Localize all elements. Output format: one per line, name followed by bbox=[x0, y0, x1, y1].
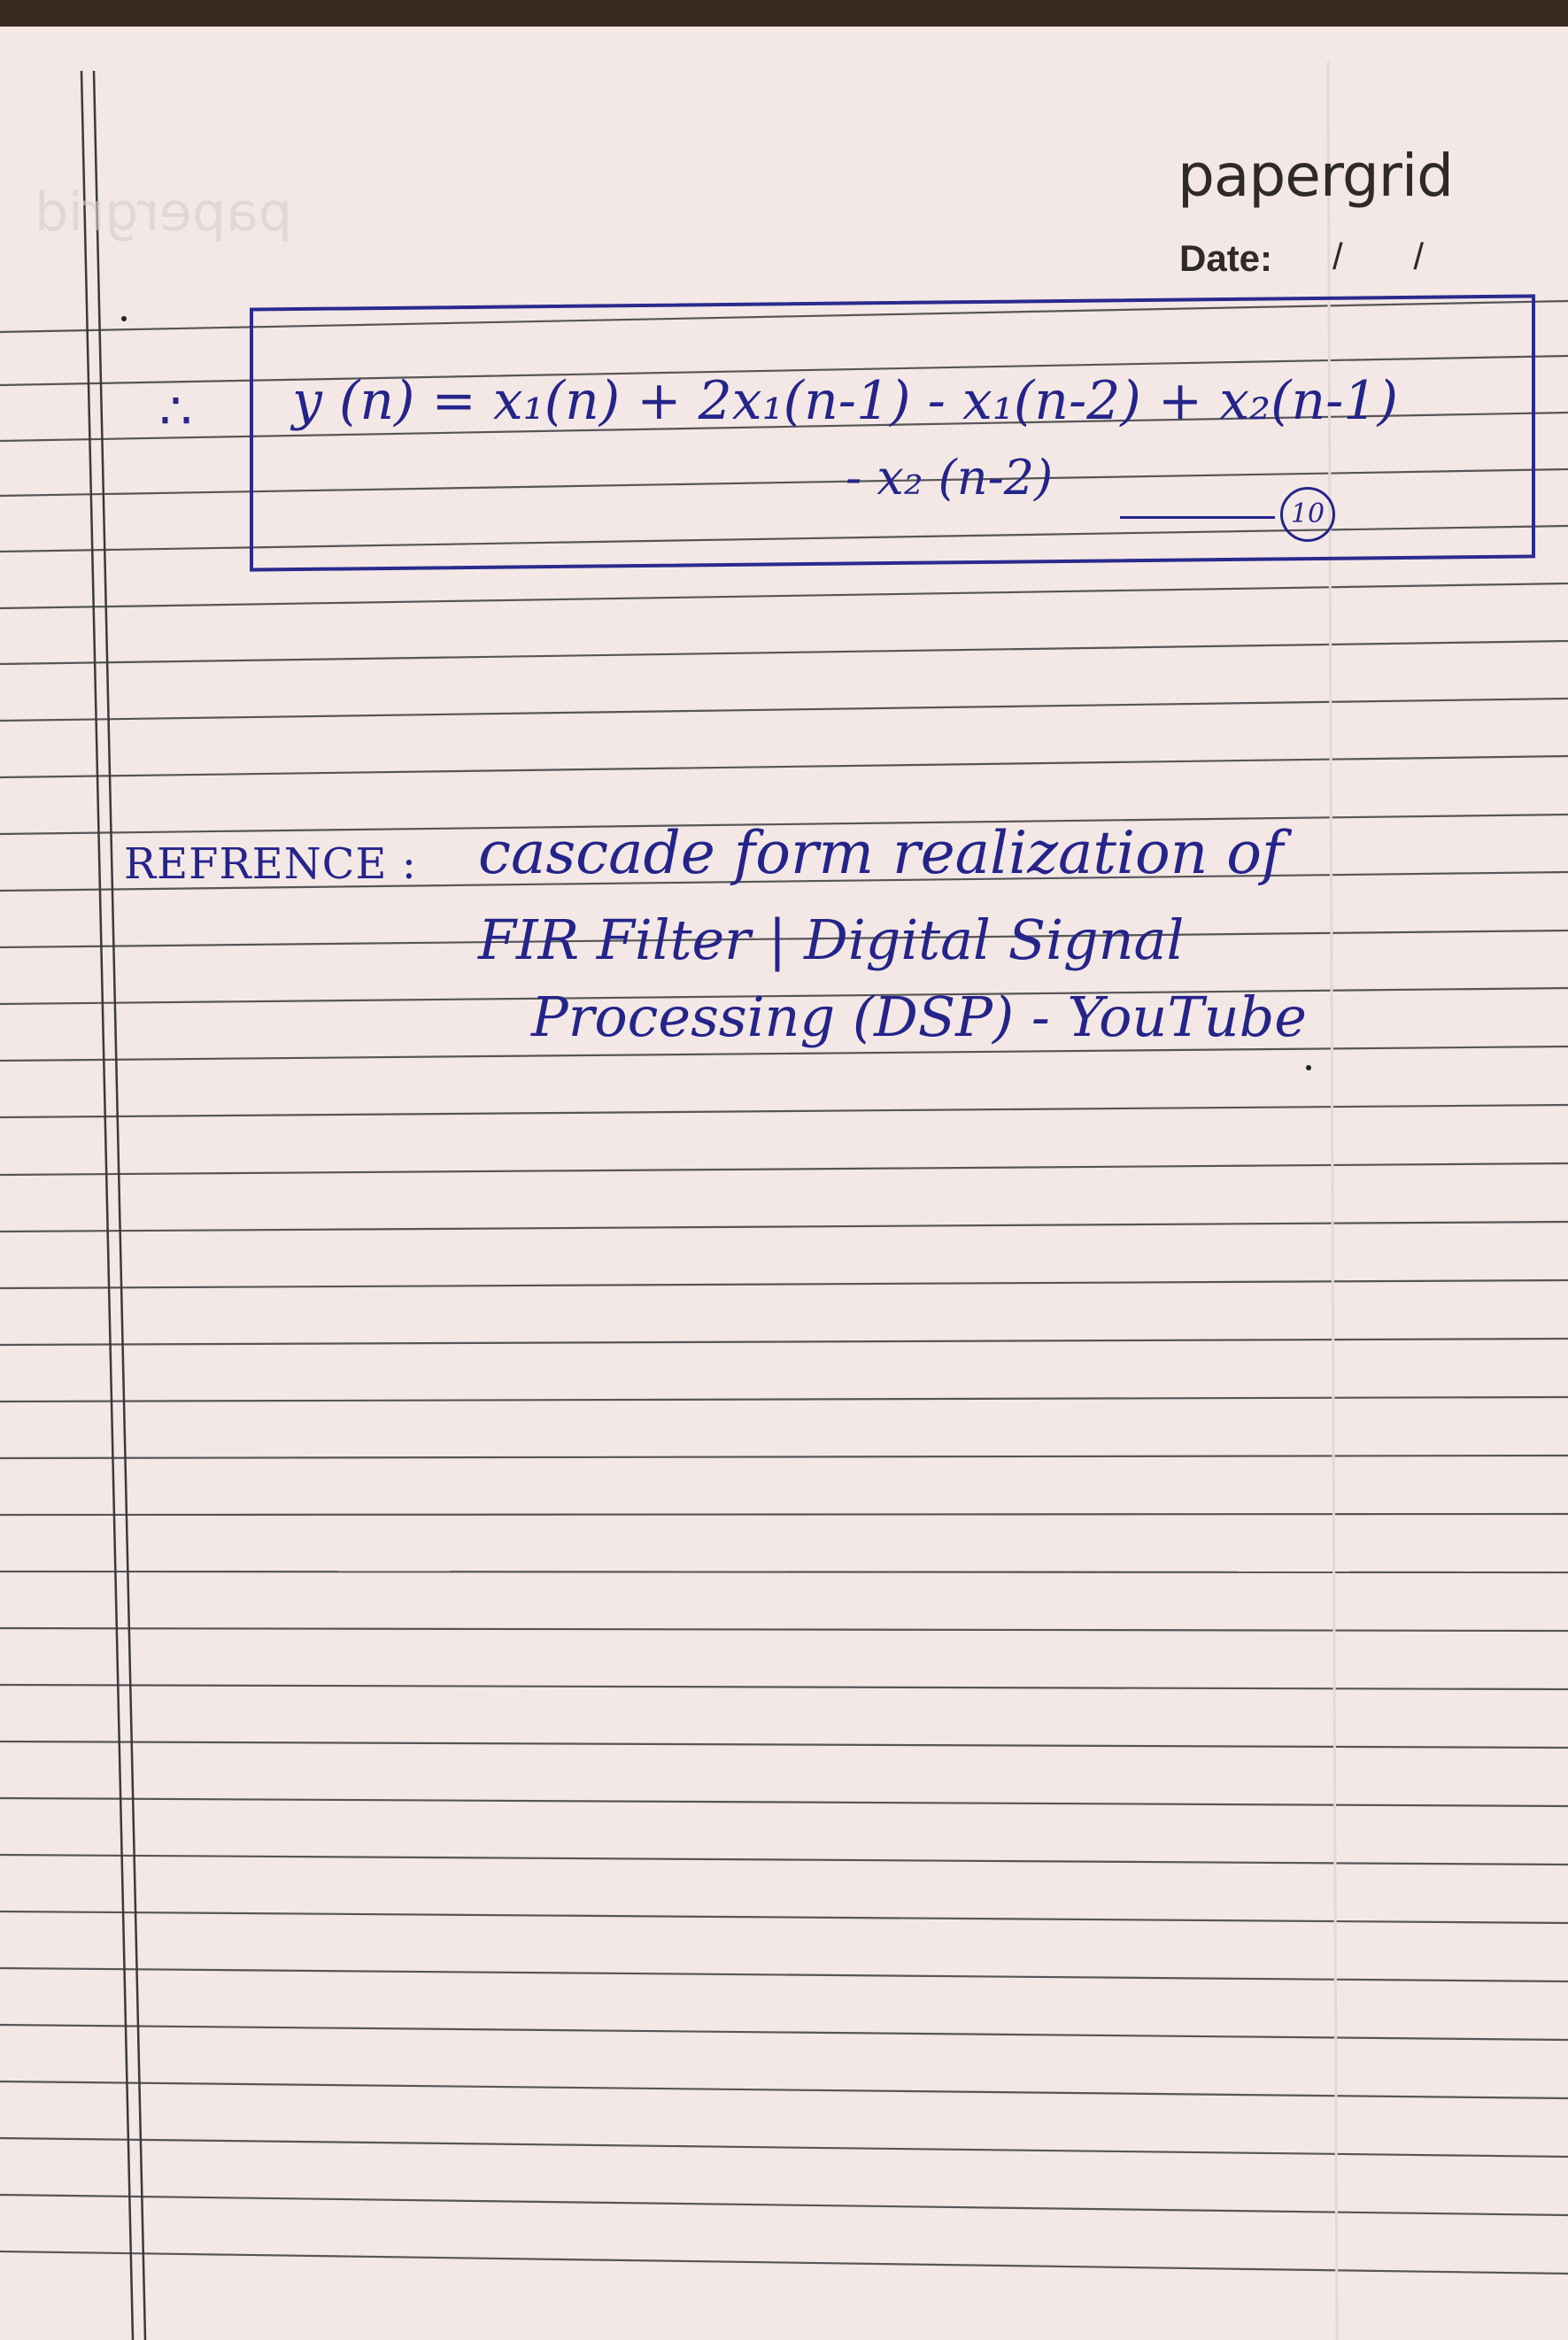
reference-line-3: Processing (DSP) - YouTube bbox=[531, 985, 1307, 1049]
date-label: Date: bbox=[1179, 237, 1273, 279]
brand-logo: papergrid bbox=[1178, 142, 1454, 210]
notebook-page bbox=[0, 27, 1568, 2340]
reference-line-2: FIR Filter | Digital Signal bbox=[478, 907, 1185, 972]
equation-line-2: - x₂ (n-2) bbox=[846, 450, 1054, 506]
therefore-symbol: ∴ bbox=[159, 381, 192, 441]
equation-number-leader bbox=[1120, 516, 1275, 519]
equation-box bbox=[250, 294, 1535, 571]
reference-line-1: cascade form realization of bbox=[478, 819, 1284, 887]
equation-number: 10 bbox=[1280, 487, 1335, 542]
reference-label: REFRENCE : bbox=[124, 839, 417, 889]
equation-line-1: y (n) = x₁(n) + 2x₁(n-1) - x₁(n-2) + x₂(n-1) bbox=[292, 370, 1399, 432]
date-value: / / bbox=[1332, 236, 1455, 277]
svg-text:papergrid: papergrid bbox=[35, 181, 292, 243]
